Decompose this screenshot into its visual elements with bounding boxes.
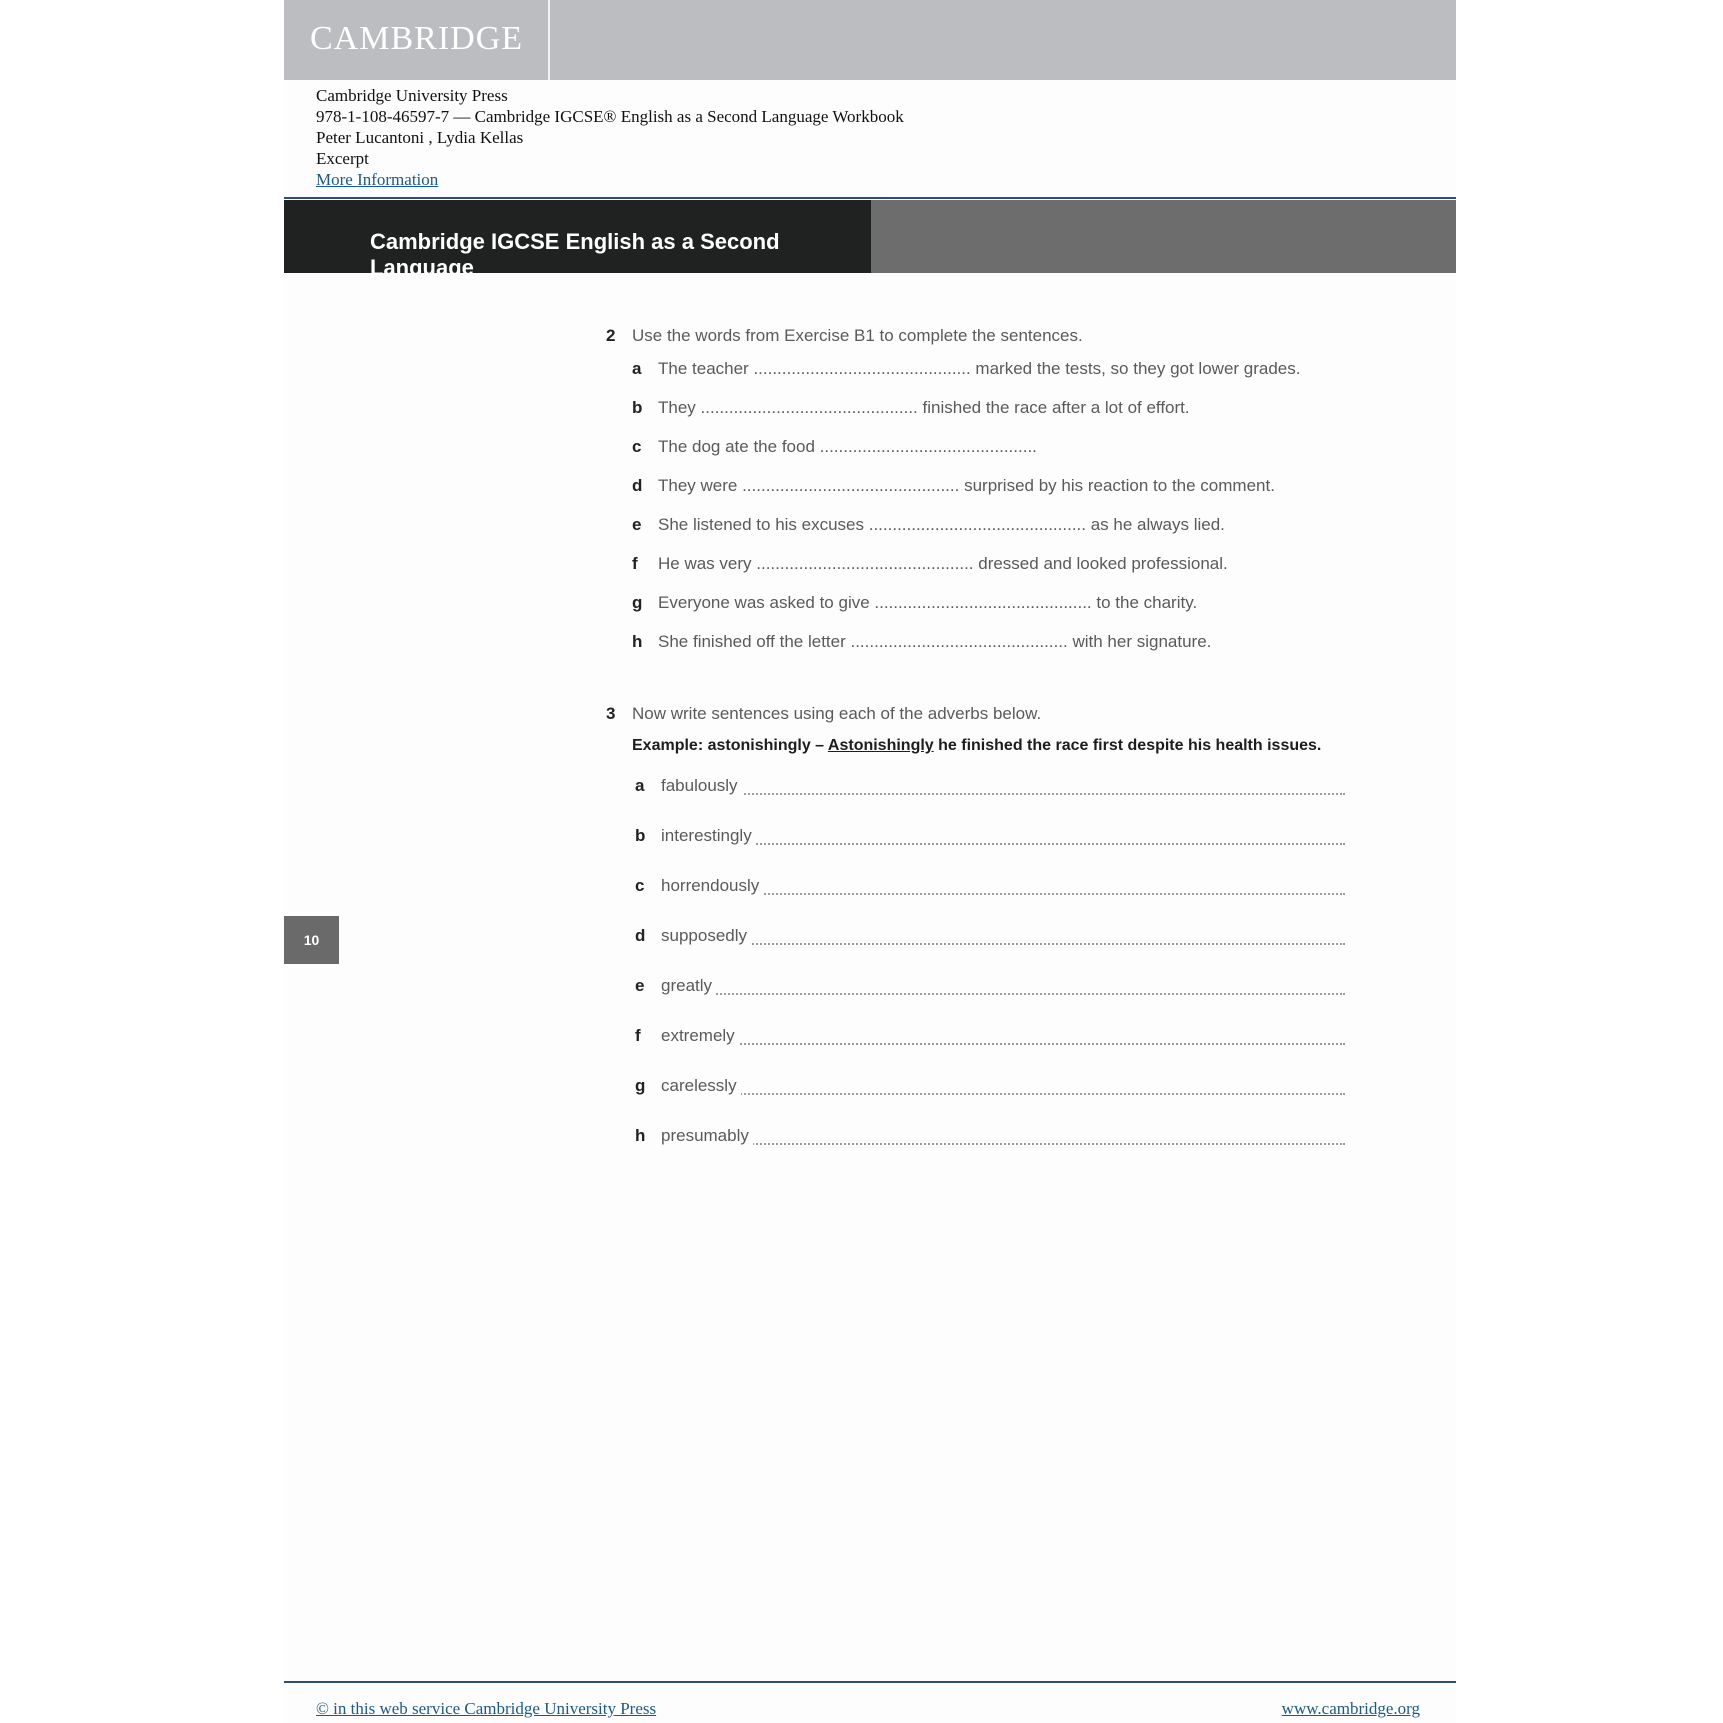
exercise-number: 2	[606, 326, 616, 345]
dotted-answer-line	[661, 1043, 1345, 1045]
logo-box	[284, 0, 550, 80]
item-letter: d	[632, 476, 643, 495]
adverb-word: extremely	[661, 1026, 739, 1046]
answer-line[interactable]	[635, 1126, 1345, 1148]
publisher: Cambridge University Press	[316, 86, 508, 105]
exercise-number: 3	[606, 704, 616, 723]
footer-rule	[284, 1681, 1456, 1683]
sentence-text: She listened to his excuses .............................................. as he always lied.	[658, 515, 1225, 534]
item-letter: e	[635, 976, 645, 995]
document-page	[284, 0, 1456, 1723]
item-letter: f	[632, 554, 638, 573]
dotted-answer-line	[661, 793, 1345, 795]
adverb-word: supposedly	[661, 926, 751, 946]
dotted-answer-line	[661, 943, 1345, 945]
item-letter: g	[632, 593, 643, 612]
page-number: 10	[284, 916, 339, 964]
sentence-text: They .............................................. finished the race after a lot of effort.	[658, 398, 1190, 417]
adverb-word: greatly	[661, 976, 716, 996]
title-panel	[284, 200, 871, 280]
sentence-text: He was very .............................................. dressed and looked professional.	[658, 554, 1228, 573]
adverb-word: presumably	[661, 1126, 753, 1146]
answer-line[interactable]	[635, 876, 1345, 898]
adverb-word: carelessly	[661, 1076, 741, 1096]
authors: Peter Lucantoni , Lydia Kellas	[316, 128, 524, 147]
dotted-answer-line	[661, 1093, 1345, 1095]
item-letter: b	[632, 398, 643, 417]
isbn-title: 978-1-108-46597-7 — Cambridge IGCSE® English as a Second Language Workbook	[316, 107, 904, 126]
answer-line[interactable]	[635, 826, 1345, 848]
exercise-instruction: Use the words from Exercise B1 to complete the sentences.	[632, 326, 1083, 345]
book-metadata	[316, 85, 904, 190]
dotted-answer-line	[661, 993, 1345, 995]
item-letter: c	[632, 437, 642, 456]
item-letter: f	[635, 1026, 641, 1045]
example-sentence	[632, 737, 1321, 755]
book-title: Cambridge IGCSE English as a Second Language	[370, 229, 780, 280]
sentence-text: They were .............................................. surprised by his reaction to the comment.	[658, 476, 1275, 495]
item-letter: g	[635, 1076, 646, 1095]
adverb-word: interestingly	[661, 826, 756, 846]
answer-line[interactable]	[635, 1076, 1345, 1098]
item-letter: a	[635, 776, 645, 795]
header-rule	[284, 197, 1456, 199]
exercise-instruction: Now write sentences using each of the adverbs below.	[632, 704, 1042, 723]
dotted-answer-line	[661, 893, 1345, 895]
more-information-link[interactable]: More Information	[316, 170, 439, 189]
dotted-answer-line	[661, 1143, 1345, 1145]
answer-line[interactable]	[635, 1026, 1345, 1048]
sentence-text: She finished off the letter .............................................. with her signature.	[658, 632, 1212, 651]
header-banner	[284, 0, 1456, 80]
sentence-text: The teacher .............................................. marked the tests, so they got lower grades.	[658, 359, 1301, 378]
answer-line[interactable]	[635, 926, 1345, 948]
answer-line[interactable]	[635, 976, 1345, 998]
example-suffix: he finished the race first despite his health issues.	[933, 737, 1322, 754]
item-letter: d	[635, 926, 646, 945]
cambridge-logo: CAMBRIDGE	[310, 20, 524, 57]
sentence-text: Everyone was asked to give .............................................. to the charity.	[658, 593, 1198, 612]
item-letter: a	[632, 359, 642, 378]
title-bar	[284, 200, 1456, 280]
website-link[interactable]: www.cambridge.org	[1281, 1699, 1420, 1718]
copyright-link[interactable]: © in this web service Cambridge University Press	[316, 1699, 657, 1718]
adverb-word: horrendously	[661, 876, 763, 896]
item-letter: e	[632, 515, 642, 534]
adverb-word: fabulously	[661, 776, 742, 796]
excerpt-label: Excerpt	[316, 149, 369, 168]
sentence-text: The dog ate the food ..............................................	[658, 437, 1037, 456]
item-letter: h	[632, 632, 643, 651]
dotted-answer-line	[661, 843, 1345, 845]
item-letter: c	[635, 876, 645, 895]
example-adverb: Astonishingly	[827, 737, 934, 754]
item-letter: h	[635, 1126, 646, 1145]
answer-line[interactable]	[635, 776, 1345, 798]
example-prefix: Example: astonishingly –	[632, 737, 828, 754]
item-letter: b	[635, 826, 646, 845]
